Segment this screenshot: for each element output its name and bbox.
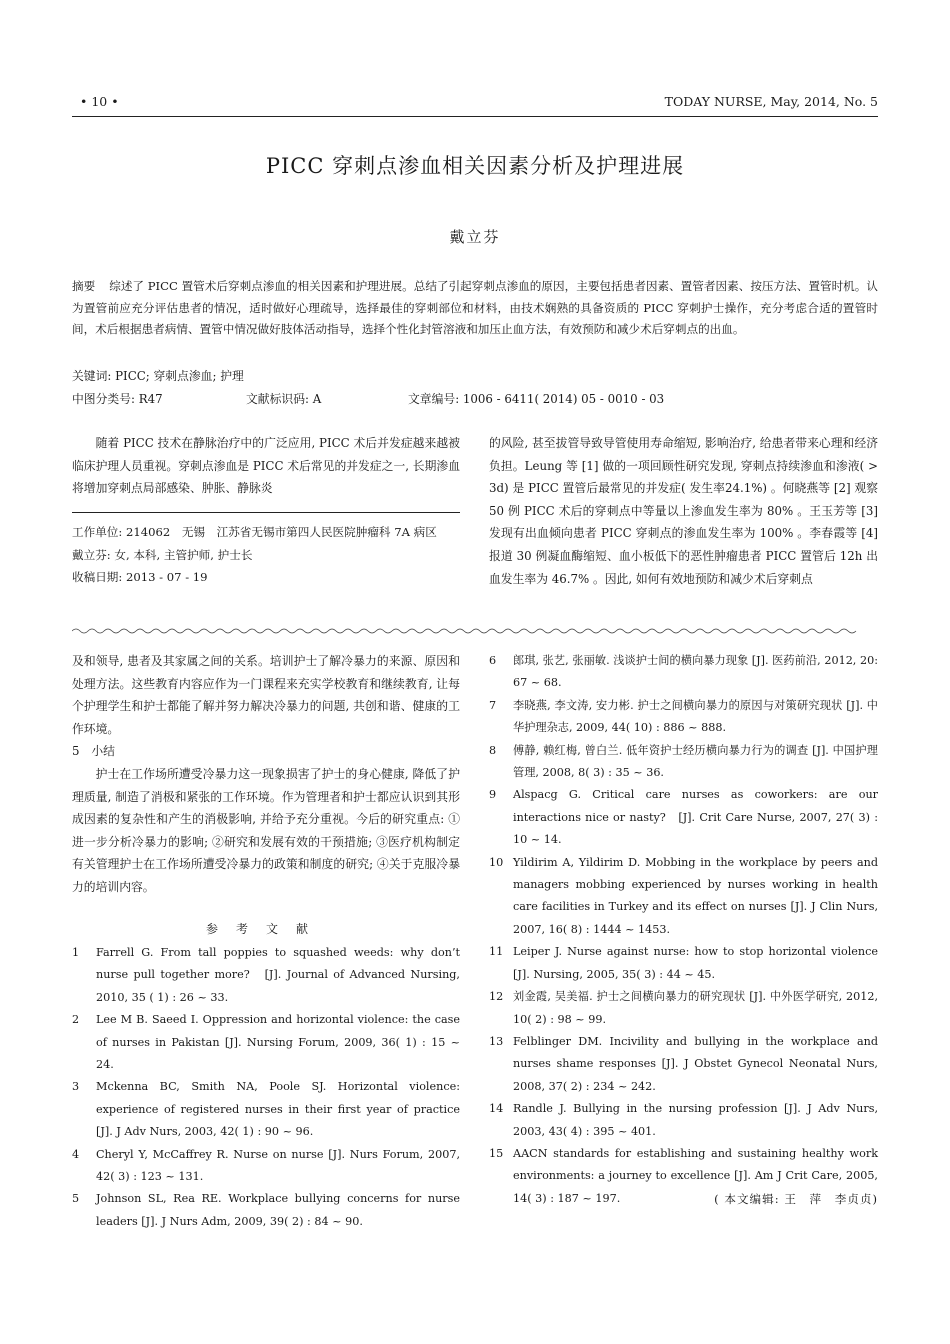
summary-paragraph: 护士在工作场所遭受冷暴力这一现象损害了护士的身心健康, 降低了护理质量, 制造了消极和紧张的工作环境。作为管理者和护士都应认识到其形成因素的复杂性和产生的消极影响, 并给予充分重视。今后的研究重点: ①进一步分析冷暴力的影响; ②研究和发展有效的干预措施; ③医疗机构制定有关管理护士在工作场所遭受冷暴力的政策和制度的研究; ④关于克服冷暴力的培训内容。 (72, 766, 460, 894)
section-5-title: 小结 (91, 744, 115, 759)
reference-text: Leiper J. Nurse against nurse: how to stop horizontal violence [J]. Nursing, 2005, 35( 3) : 44 ~ 45. (513, 945, 878, 981)
footnote-rule (72, 512, 460, 513)
affiliation-author: 戴立芬: 女, 本科, 主管护师, 护士长 (72, 547, 253, 562)
references-title: 参考文献 (205, 922, 326, 936)
reference-item (72, 1188, 460, 1233)
reference-text: 刘金霞, 吴美福. 护士之间横向暴力的研究现状 [J]. 中外医学研究, 2012, 10( 2) : 98 ~ 99. (513, 990, 878, 1026)
reference-text: Yildirim A, Yildirim D. Mobbing in the workplace by peers and managers mobbing experienced by nurses working in health care facilities in Turkey and its effect on nurses [J]. J Clin Nurs, 2007, 16( 8) : 1444 ~ 1453. (513, 855, 878, 936)
reference-number: 4 (72, 1147, 80, 1161)
section-5-heading (72, 740, 460, 763)
intro-right-text: 的风险, 甚至拔管导致导管使用寿命缩短, 影响治疗, 给患者带来心理和经济负担。Leung 等 [1] 做的一项回顾性研究发现, 穿刺点持续渗血和渗液( > 3d) 是 PICC 置管后最常见的并发症( 发生率24.1%) 。何晓燕等 [2] 观察 50 例 PICC 术后的穿刺点中等量以上渗血发生率为 80% 。王玉芳等 [3] 发现有出血倾向患者 PICC 穿刺点的渗血发生率为 100% 。李春霞等 [4] 报道 30 例凝血酶缩短、血小板低下的恶性肿瘤患者 PICC 置管后 12h 出血发生率为 46.7% 。因此, 如何有效地预防和减少术后穿刺点 (489, 436, 878, 586)
reference-number: 12 (489, 990, 504, 1004)
abstract-text: 综述了 PICC 置管术后穿刺点渗血的相关因素和护理进展。总结了引起穿刺点渗血的原因，主要包括患者因素、置管者因素、按压方法、置管时机。认为置管前应充分评估患者的情况，适时做好心理疏导，选择最佳的穿刺部位和材料，由技术娴熟的具备资质的 PICC 穿刺护士操作，充分考虑合适的置管时间，术后根据患者病情、置管中情况做好肢体活动指导，选择个性化封管溶液和加压止血方法，有效预防和减少术后穿刺点的出血。 (72, 279, 878, 336)
reference-item (72, 1076, 460, 1143)
reference-text: Cheryl Y, McCaffrey R. Nurse on nurse [J]. Nurs Forum, 2007, 42( 3) : 123 ~ 131. (96, 1147, 460, 1184)
reference-number: 14 (489, 1102, 504, 1116)
abstract (72, 276, 878, 341)
article-title: PICC 穿刺点渗血相关因素分析及护理进展 (265, 154, 685, 178)
reference-item (72, 942, 460, 1009)
article-number: 文章编号: 1006 - 6411( 2014) 05 - 0010 - 03 (408, 392, 665, 406)
affiliation-block (72, 521, 460, 589)
reference-item (489, 650, 878, 695)
reference-text: Randle J. Bullying in the nursing profession [J]. J Adv Nurs, 2003, 43( 4) : 395 ~ 401. (513, 1102, 878, 1138)
reference-item (489, 695, 878, 740)
clc-number: 中图分类号: R47 (72, 392, 163, 406)
affiliation-received: 收稿日期: 2013 - 07 - 19 (72, 570, 208, 585)
reference-number: 10 (489, 855, 504, 869)
reference-text: 郎琪, 张艺, 张丽敏. 浅谈护士间的横向暴力现象 [J]. 医药前沿, 2012, 20: 67 ~ 68. (513, 654, 878, 690)
section-separator (72, 627, 878, 635)
page-number: • 10 • (80, 94, 119, 109)
reference-number: 6 (489, 654, 497, 667)
editor-note: ( 本文编辑: 王 萍 李贞贞) (714, 1192, 878, 1206)
keywords: 关键词: PICC; 穿刺点渗血; 护理 (72, 369, 244, 383)
reference-text: AACN standards for establishing and sustaining healthy work environments: a journey to excellence [J]. Am J Crit Care, 2005, 14( 3) : 187 ~ 197. (513, 1146, 878, 1205)
reference-item (489, 941, 878, 986)
reference-number: 5 (72, 1192, 80, 1206)
references-right (489, 650, 878, 1210)
reference-text: Felblinger DM. Incivility and bullying in the workplace and nurses shame responses [J]. J Obstet Gynecol Neonatal Nurs, 2008, 37( 2) : 234 ~ 242. (513, 1034, 878, 1093)
reference-number: 9 (489, 788, 497, 802)
lower-left-column (72, 650, 460, 899)
author-name: 戴立芬 (449, 228, 501, 246)
reference-number: 11 (489, 945, 504, 959)
reference-text: Farrell G. From tall poppies to squashed weeds: why don’t nurse pull together more? [J]. Journal of Advanced Nursing, 2010, 35 ( 1) : 26 ~ 33. (96, 946, 460, 1004)
reference-text: Alspacg G. Critical care nurses as coworkers: are our interactions nice or nasty? [J]. Crit Care Nurse, 2007, 27( 3) : 10 ~ 14. (513, 788, 878, 847)
header-rule (72, 116, 878, 117)
reference-number: 2 (72, 1013, 80, 1027)
reference-number: 7 (489, 698, 497, 712)
abstract-label: 摘要 (72, 279, 96, 293)
intro-right-column (489, 432, 878, 590)
reference-item (489, 986, 878, 1031)
reference-text: 傅静, 赖红梅, 曾白兰. 低年资护士经历横向暴力行为的调查 [J]. 中国护理管理, 2008, 8( 3) : 35 ~ 36. (513, 743, 878, 780)
reference-number: 3 (72, 1080, 80, 1094)
references-left (72, 942, 460, 1233)
reference-item (489, 852, 878, 942)
journal-info: TODAY NURSE, May, 2014, No. 5 (664, 94, 878, 109)
reference-number: 15 (489, 1146, 504, 1160)
intro-left-text: 随着 PICC 技术在静脉治疗中的广泛应用, PICC 术后并发症越来越被临床护理人员重视。穿刺点渗血是 PICC 术后常见的并发症之一, 长期渗血将增加穿刺点局部感染、肿胀、静脉炎 (72, 436, 460, 496)
reference-number: 1 (72, 946, 80, 959)
reference-text: 李晓燕, 李文涛, 安力彬. 护士之间横向暴力的原因与对策研究现状 [J]. 中华护理杂志, 2009, 44( 10) : 886 ~ 888. (513, 698, 878, 735)
reference-item (489, 740, 878, 785)
reference-text: Johnson SL, Rea RE. Workplace bullying concerns for nurse leaders [J]. J Nurs Adm, 2009, 39( 2) : 84 ~ 90. (96, 1192, 460, 1228)
reference-text: Lee M B. Saeed I. Oppression and horizontal violence: the case of nurses in Pakistan [J]. Nursing Forum, 2009, 36( 1) : 15 ~ 24. (96, 1013, 460, 1072)
reference-item (489, 1098, 878, 1143)
section-5-number: 5 (72, 744, 80, 759)
reference-number: 8 (489, 743, 497, 757)
continuation-paragraph: 及和领导, 患者及其家属之间的关系。培训护士了解冷暴力的来源、原因和处理方法。这些教育内容应作为一门课程来充实学校教育和继续教育, 让每个护理学生和护士都能了解并努力解决冷暴力的问题, 共创和谐、健康的工作环境。 (72, 654, 460, 736)
document-code: 文献标识码: A (246, 392, 322, 406)
reference-text: Mckenna BC, Smith NA, Poole SJ. Horizontal violence: experience of registered nurses in their first year of practice [J]. J Adv Nurs, 2003, 42( 1) : 90 ~ 96. (96, 1080, 460, 1139)
reference-item (72, 1009, 460, 1076)
reference-number: 13 (489, 1034, 504, 1048)
reference-item (72, 1144, 460, 1189)
reference-item (489, 784, 878, 851)
reference-item (489, 1031, 878, 1098)
intro-left-column (72, 432, 460, 500)
affiliation-unit: 工作单位: 214062 无锡 江苏省无锡市第四人民医院肿瘤科 7A 病区 (72, 525, 437, 539)
